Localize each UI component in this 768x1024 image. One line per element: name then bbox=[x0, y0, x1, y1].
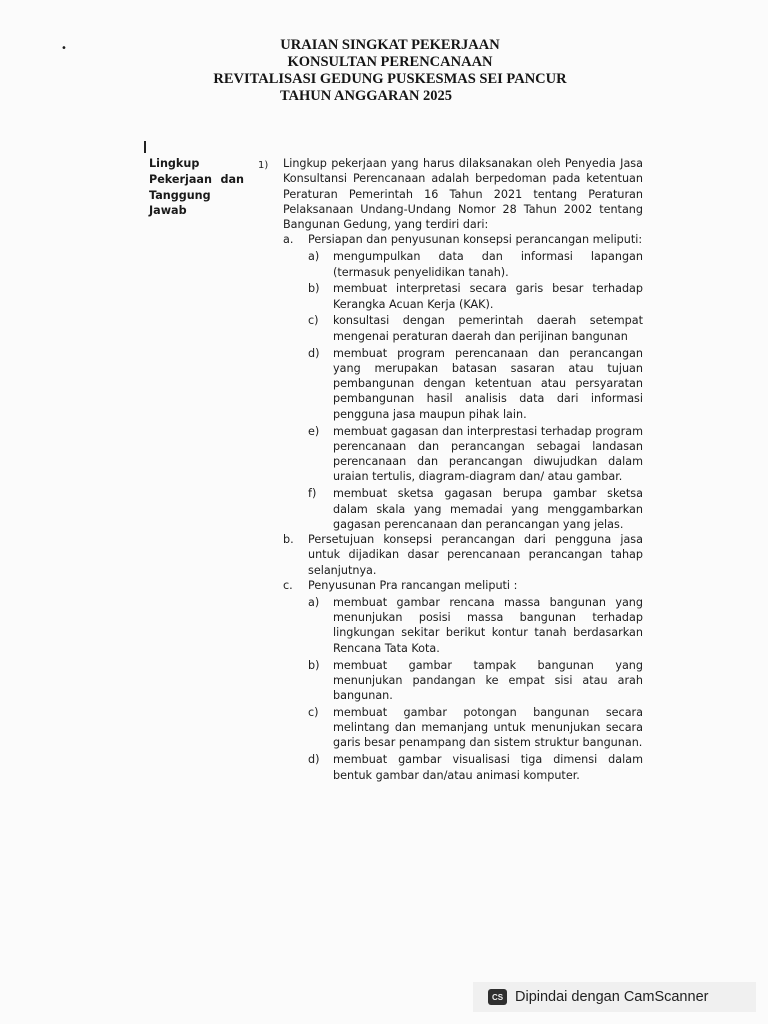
list-item-marker: f) bbox=[308, 487, 317, 501]
section-marker: c. bbox=[283, 579, 293, 593]
side-label-line-1: Lingkup bbox=[149, 157, 200, 170]
section-a bbox=[283, 232, 643, 532]
document-body bbox=[283, 156, 643, 783]
list-item-text: membuat gagasan dan interprestasi terhadap program perencanaan dan perancangan sebagai landasan perencanaan dan perancangan diwujudkan dalam uraian tertulis, diagram-diagram dan/ atau gambar. bbox=[333, 424, 643, 484]
list-item-marker: c) bbox=[308, 314, 319, 328]
item-number: 1) bbox=[258, 160, 269, 171]
section-c bbox=[283, 578, 643, 783]
list-item bbox=[308, 595, 643, 656]
side-label-word-pekerjaan: Pekerjaan bbox=[149, 172, 212, 186]
list-item-text: konsultasi dengan pemerintah daerah setempat mengenai peraturan daerah dan perijinan bangunan bbox=[333, 314, 643, 343]
title-line-3: REVITALISASI GEDUNG PUSKESMAS SEI PANCUR bbox=[213, 71, 567, 87]
side-label-line-3: Tanggung bbox=[149, 188, 211, 202]
document-title bbox=[150, 37, 630, 105]
section-marker: a. bbox=[283, 233, 294, 247]
title-line-4: TAHUN ANGGARAN 2025 bbox=[279, 88, 453, 104]
list-item bbox=[308, 486, 643, 532]
list-item-marker: d) bbox=[308, 753, 320, 767]
list-item-text: membuat interpretasi secara garis besar terhadap Kerangka Acuan Kerja (KAK). bbox=[333, 282, 643, 311]
list-item-text: membuat gambar rencana massa bangunan yang menunjukan posisi massa bangunan terhadap lingkungan sekitar berikut kontur tanah berdasarkan Rencana Tata Kota. bbox=[333, 595, 643, 655]
section-heading: Penyusunan Pra rancangan meliputi : bbox=[308, 579, 518, 593]
intro-paragraph: Lingkup pekerjaan yang harus dilaksanakan oleh Penyedia Jasa Konsultansi Perencanaan adalah berpedoman pada ketentuan Peraturan Pemerintah 16 Tahun 2021 tentang Peraturan Pelaksanaan Undang-Undang Nomor 28 Tahun 2002 tentang Bangunan Gedung, yang terdiri dari: bbox=[283, 157, 643, 232]
side-label-line-2 bbox=[149, 172, 244, 188]
list-item-text: membuat gambar potongan bangunan secara melintang dan memanjang untuk menunjukan secara garis besar penampang dan sistem struktur bangunan. bbox=[333, 705, 643, 750]
list-item-marker: a) bbox=[308, 595, 320, 609]
title-line-2: KONSULTAN PERENCANAAN bbox=[287, 54, 493, 70]
list-item bbox=[308, 705, 643, 751]
list-item-text: membuat gambar tampak bangunan yang menunjukan pandangan ke empat sisi atau arah bangunan. bbox=[333, 658, 643, 703]
list-item-marker: b) bbox=[308, 282, 320, 296]
side-label-line-4: Jawab bbox=[149, 204, 187, 218]
camscanner-label: Dipindai dengan CamScanner bbox=[515, 989, 709, 1005]
list-item-marker: d) bbox=[308, 346, 320, 360]
list-item bbox=[308, 424, 643, 485]
section-b bbox=[283, 532, 643, 578]
camscanner-watermark bbox=[473, 982, 756, 1012]
title-line-1: URAIAN SINGKAT PEKERJAAN bbox=[280, 37, 500, 53]
list-item-marker: a) bbox=[308, 250, 320, 264]
side-label-word-dan: dan bbox=[220, 172, 244, 186]
section-marker: b. bbox=[283, 533, 294, 547]
list-item bbox=[308, 346, 643, 422]
list-item bbox=[308, 249, 643, 280]
margin-tick-mark bbox=[144, 141, 146, 153]
section-heading: Persetujuan konsepsi perancangan dari pengguna jasa untuk dijadikan dasar perencanaan perancangan tahap selanjutnya. bbox=[308, 533, 643, 577]
list-item-text: membuat program perencanaan dan perancangan yang merupakan batasan sasaran atau tujuan pembangunan dengan ketentuan atau persyaratan pembangunan hasil analisis data dari informasi pengguna jasa maupun pihak lain. bbox=[333, 346, 643, 421]
list-item-marker: e) bbox=[308, 424, 320, 438]
list-item bbox=[308, 658, 643, 704]
stray-mark: • bbox=[61, 43, 67, 54]
list-item-text: mengumpulkan data dan informasi lapangan (termasuk penyelidikan tanah). bbox=[333, 250, 643, 279]
list-item bbox=[308, 281, 643, 312]
camscanner-logo-icon: CS bbox=[488, 989, 507, 1005]
list-item-marker: b) bbox=[308, 658, 320, 672]
list-item bbox=[308, 313, 643, 344]
list-item-text: membuat gambar visualisasi tiga dimensi dalam bentuk gambar dan/atau animasi komputer. bbox=[333, 753, 643, 782]
list-item bbox=[308, 752, 643, 783]
list-item-text: membuat sketsa gagasan berupa gambar sketsa dalam skala yang memadai yang menggambarkan gagasan perencanaan dan perancangan yang jelas. bbox=[333, 487, 643, 531]
section-side-label bbox=[149, 156, 249, 219]
list-item-marker: c) bbox=[308, 705, 319, 719]
section-heading: Persiapan dan penyusunan konsepsi perancangan meliputi: bbox=[308, 233, 643, 247]
